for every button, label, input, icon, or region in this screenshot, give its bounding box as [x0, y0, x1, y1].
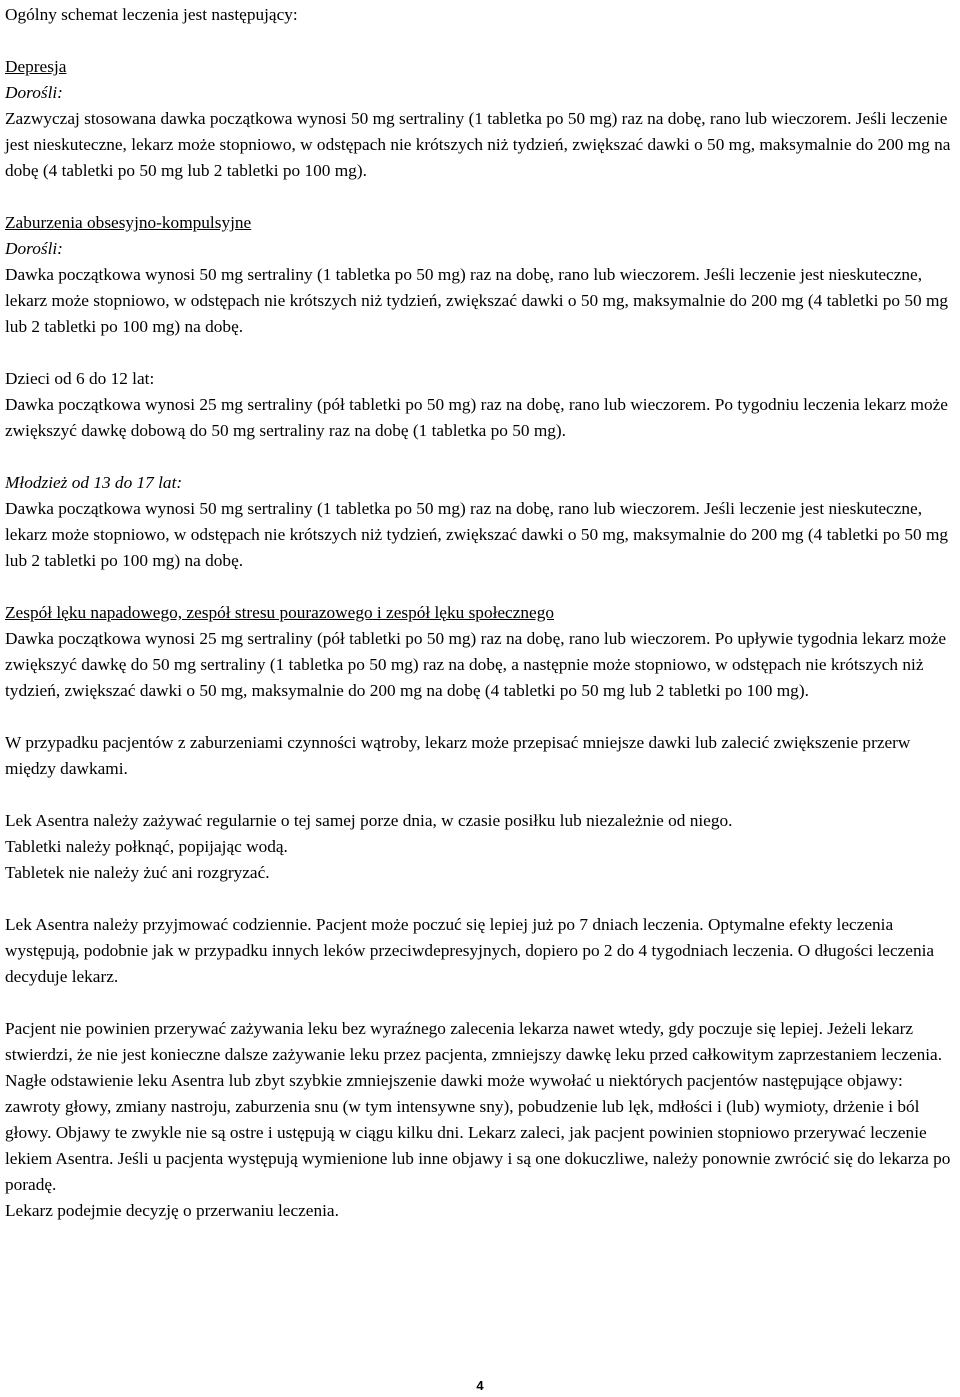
liver-impairment-text: W przypadku pacjentów z zaburzeniami czynności wątroby, lekarz może przepisać mniejsze dawki lub zalecić zwiększenie przerw między dawkami.: [5, 733, 911, 778]
document-page: [5, 0, 955, 1224]
page-number: 4: [476, 1378, 484, 1393]
administration-line-3: Tabletek nie należy żuć ani rozgryzać.: [5, 863, 270, 882]
depression-dosage-text: Zazwyczaj stosowana dawka początkowa wynosi 50 mg sertraliny (1 tabletka po 50 mg) raz na dobę, rano lub wieczorem. Jeśli leczenie jest nieskuteczne, lekarz może stopniowo, w odstępach nie krótszych niż tydzień, zwiększać dawki o 50 mg, maksymalnie do 200 mg na dobę (4 tabletki po 50 mg lub 2 tabletki po 100 mg).: [5, 109, 951, 180]
intro-text: Ogólny schemat leczenia jest następujący:: [5, 5, 298, 24]
ocd-children-dosage-text: Dawka początkowa wynosi 25 mg sertraliny (pół tabletki po 50 mg) raz na dobę, rano lub wieczorem. Po tygodniu leczenia lekarz może zwiększyć dawkę dobową do 50 mg sertraliny raz na dobę (1 tabletka po 50 mg).: [5, 395, 948, 440]
ocd-children-group: [5, 366, 955, 444]
subheading-adults: Dorośli:: [5, 239, 63, 258]
subheading-youth: Młodzież od 13 do 17 lat:: [5, 473, 183, 492]
discontinuation-closing: Lekarz podejmie decyzję o przerwaniu leczenia.: [5, 1201, 339, 1220]
section-depression: [5, 54, 955, 184]
discontinuation-block: [5, 1016, 955, 1224]
ocd-youth-group: [5, 470, 955, 574]
administration-block: [5, 808, 955, 886]
section-heading-ocd: Zaburzenia obsesyjno-kompulsyjne: [5, 213, 252, 232]
administration-line-1: Lek Asentra należy zażywać regularnie o tej samej porze dnia, w czasie posiłku lub niezależnie od niego.: [5, 811, 733, 830]
subheading-children: Dzieci od 6 do 12 lat:: [5, 369, 155, 388]
section-ocd: [5, 210, 955, 574]
panic-dosage-text: Dawka początkowa wynosi 25 mg sertraliny (pół tabletki po 50 mg) raz na dobę, rano lub wieczorem. Po upływie tygodnia lekarz może zwiększyć dawkę do 50 mg sertraliny (1 tabletka po 50 mg) raz na dobę, a następnie może stopniowo, w odstępach nie krótszych niż tydzień, zwiększać dawki o 50 mg, maksymalnie do 200 mg na dobę (4 tabletki po 50 mg lub 2 tabletki po 100 mg).: [5, 629, 947, 700]
subheading-adults: Dorośli:: [5, 83, 63, 102]
administration-line-2: Tabletki należy połknąć, popijając wodą.: [5, 837, 288, 856]
section-heading-panic: Zespół lęku napadowego, zespół stresu pourazowego i zespół lęku społecznego: [5, 603, 554, 622]
section-heading-depression: Depresja: [5, 57, 67, 76]
discontinuation-text: Pacjent nie powinien przerywać zażywania leku bez wyraźnego zalecenia lekarza nawet wtedy, gdy poczuje się lepiej. Jeżeli lekarz stwierdzi, że nie jest konieczne dalsze zażywanie leku przez pacjenta, zmniejszy dawkę leku przed całkowitym zaprzestaniem leczenia. Nagłe odstawienie leku Asentra lub zbyt szybkie zmniejszenie dawki może wywołać u niektórych pacjentów następujące objawy: zawroty głowy, zmiany nastroju, zaburzenia snu (w tym intensywne sny), pobudzenie lub lęk, mdłości i (lub) wymioty, drżenie i ból głowy. Objawy te zwykle nie są ostre i ustępują w ciągu kilku dni. Lekarz zaleci, jak pacjent powinien stopniowo przerywać leczenie lekiem Asentra. Jeśli u pacjenta występują wymienione lub inne objawy i są one dokuczliwe, należy ponownie zwrócić się do lekarza po poradę.: [5, 1019, 951, 1194]
ocd-adults-dosage-text: Dawka początkowa wynosi 50 mg sertraliny (1 tabletka po 50 mg) raz na dobę, rano lub wieczorem. Jeśli leczenie jest nieskuteczne, lekarz może stopniowo, w odstępach nie krótszych niż tydzień, zwiększać dawki o 50 mg, maksymalnie do 200 mg (4 tabletki po 50 mg lub 2 tabletki po 100 mg) na dobę.: [5, 265, 949, 336]
treatment-duration-text: Lek Asentra należy przyjmować codziennie. Pacjent może poczuć się lepiej już po 7 dniach leczenia. Optymalne efekty leczenia występują, podobnie jak w przypadku innych leków przeciwdepresyjnych, dopiero po 2 do 4 tygodniach leczenia. O długości leczenia decyduje lekarz.: [5, 915, 935, 986]
section-panic-ptsd-social: [5, 600, 955, 704]
ocd-youth-dosage-text: Dawka początkowa wynosi 50 mg sertraliny (1 tabletka po 50 mg) raz na dobę, rano lub wieczorem. Jeśli leczenie jest nieskuteczne, lekarz może stopniowo, w odstępach nie krótszych niż tydzień, zwiększać dawki o 50 mg, maksymalnie do 200 mg (4 tabletki po 50 mg lub 2 tabletki po 100 mg) na dobę.: [5, 499, 949, 570]
